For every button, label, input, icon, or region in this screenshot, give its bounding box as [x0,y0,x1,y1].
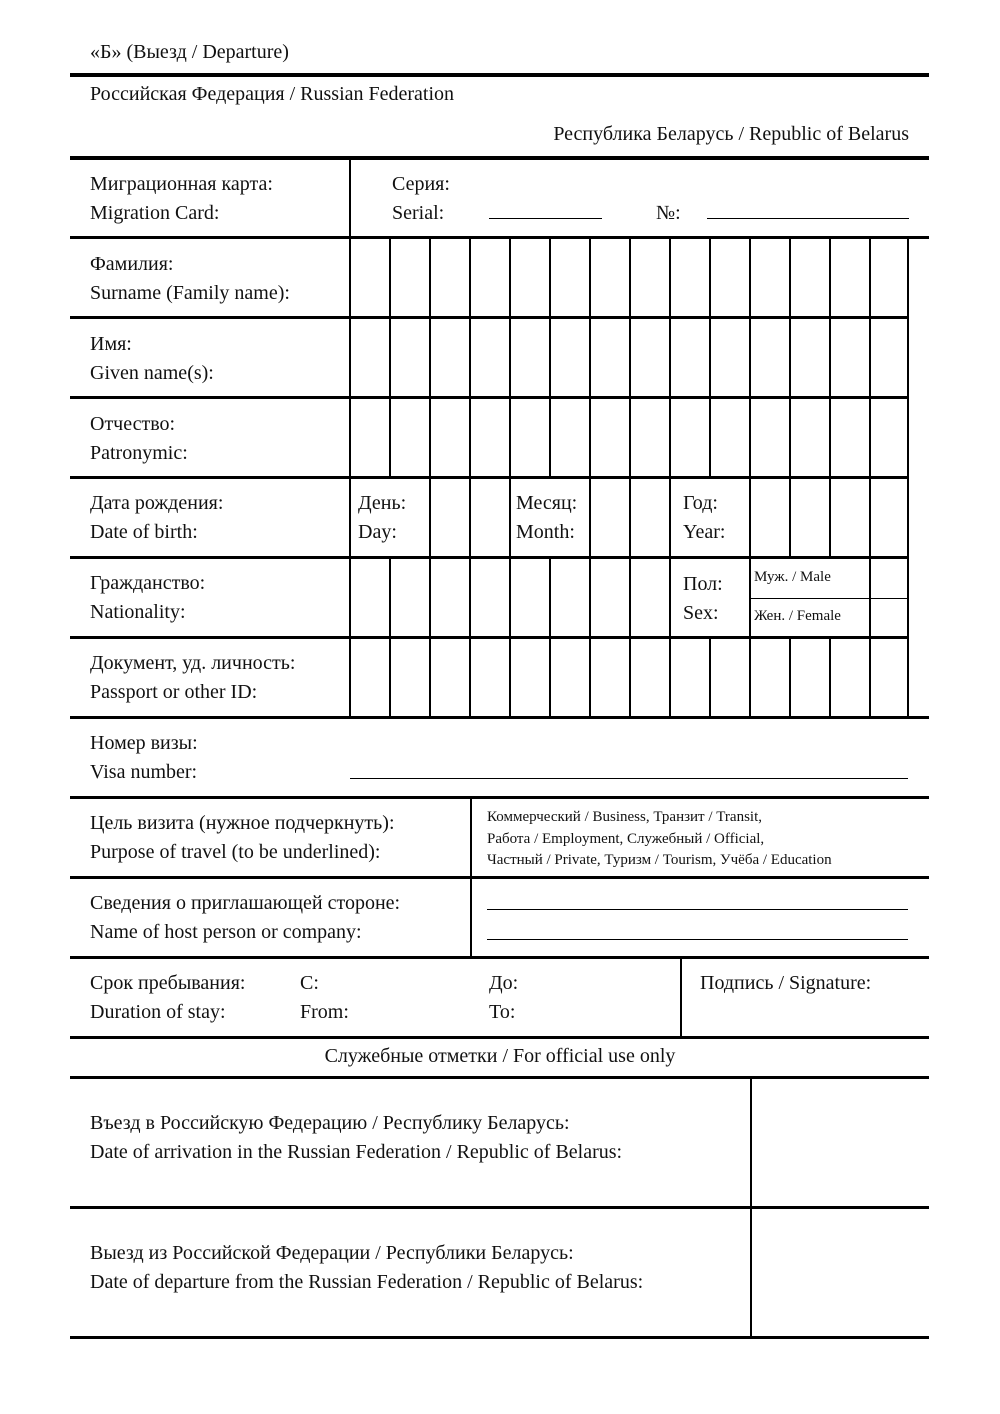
surname-char-cell[interactable] [791,239,829,316]
month-label-en: Month: [516,521,575,543]
serial-label-en: Serial: [392,202,445,224]
nationality-char-cell[interactable] [591,559,629,636]
migration-card-label-en: Migration Card: [90,202,220,224]
passport-char-cell[interactable] [511,639,549,716]
sex-male-checkbox[interactable] [870,558,908,598]
patronymic-char-cell[interactable] [751,399,789,476]
row-rule [70,796,929,799]
nationality-label-ru: Гражданство: [90,572,206,594]
patronymic-char-cell[interactable] [831,399,869,476]
patronymic-char-cell[interactable] [551,399,589,476]
given-name-char-cell[interactable] [791,319,829,396]
dob-month-cell[interactable] [631,479,669,556]
passport-char-cell[interactable] [591,639,629,716]
grid-line [509,478,511,558]
stay-label-en: Duration of stay: [90,1001,226,1023]
month-label-ru: Месяц: [516,492,578,514]
passport-char-cell[interactable] [711,639,749,716]
sex-female-checkbox[interactable] [870,599,908,637]
nationality-char-cell[interactable] [431,559,469,636]
patronymic-char-cell[interactable] [391,399,429,476]
purpose-option-line[interactable]: Коммерческий / Business, Транзит / Transit, [487,809,762,825]
patronymic-char-cell[interactable] [591,399,629,476]
given-name-char-cell[interactable] [391,319,429,396]
given-names-label-ru: Имя: [90,333,132,355]
row-rule [70,956,929,959]
given-name-char-cell[interactable] [631,319,669,396]
sex-male-label: Муж. / Male [754,569,831,585]
stay-label-ru: Срок пребывания: [90,972,246,994]
patronymic-char-cell[interactable] [511,399,549,476]
patronymic-label-en: Patronymic: [90,442,188,464]
passport-char-cell[interactable] [791,639,829,716]
nationality-char-cell[interactable] [511,559,549,636]
grid-line [749,558,751,638]
grid-line [907,558,909,638]
nationality-char-cell[interactable] [391,559,429,636]
passport-char-cell[interactable] [431,639,469,716]
given-name-char-cell[interactable] [471,319,509,396]
patronymic-char-cell[interactable] [471,399,509,476]
stay-to-ru: До: [489,972,519,994]
grid-line [669,478,671,558]
departure-label-en: Date of departure from the Russian Federation / Republic of Belarus: [90,1271,644,1293]
departure-stamp-area[interactable] [752,1208,928,1336]
visa-number-input[interactable] [350,778,908,779]
surname-label-en: Surname (Family name): [90,282,290,304]
year-label-ru: Год: [683,492,718,514]
dob-day-cell[interactable] [471,479,509,556]
host-input-line-1[interactable] [487,909,908,910]
dob-year-cell[interactable] [831,479,869,556]
surname-char-cell[interactable] [871,239,907,316]
dob-label-en: Date of birth: [90,521,198,543]
patronymic-char-cell[interactable] [711,399,749,476]
signature-area[interactable] [682,998,928,1036]
passport-char-cell[interactable] [751,639,789,716]
passport-char-cell[interactable] [551,639,589,716]
passport-char-cell[interactable] [671,639,709,716]
surname-char-cell[interactable] [831,239,869,316]
stay-from-en: From: [300,1001,349,1023]
grid-line [907,238,909,318]
stay-from-ru: С: [300,972,319,994]
visa-label-en: Visa number: [90,761,198,783]
surname-label-ru: Фамилия: [90,253,174,275]
passport-char-cell[interactable] [351,639,389,716]
patronymic-char-cell[interactable] [671,399,709,476]
copy-label: «Б» (Выезд / Departure) [90,41,289,63]
dob-month-cell[interactable] [591,479,629,556]
dob-label-ru: Дата рождения: [90,492,224,514]
purpose-label-en: Purpose of travel (to be underlined): [90,841,381,863]
given-names-label-en: Given name(s): [90,362,214,384]
given-name-char-cell[interactable] [871,319,907,396]
patronymic-char-cell[interactable] [871,399,907,476]
given-name-char-cell[interactable] [431,319,469,396]
given-name-char-cell[interactable] [711,319,749,396]
surname-char-cell[interactable] [511,239,549,316]
dob-year-cell[interactable] [871,479,907,556]
passport-char-cell[interactable] [871,639,907,716]
nationality-char-cell[interactable] [471,559,509,636]
patronymic-char-cell[interactable] [431,399,469,476]
grid-line [349,478,351,558]
given-name-char-cell[interactable] [511,319,549,396]
row-rule [70,1336,929,1339]
surname-char-cell[interactable] [671,239,709,316]
given-name-char-cell[interactable] [831,319,869,396]
surname-char-cell[interactable] [391,239,429,316]
surname-char-cell[interactable] [351,239,389,316]
serial-input[interactable] [489,218,602,219]
dob-year-cell[interactable] [751,479,789,556]
grid-line [907,478,909,558]
purpose-option-line[interactable]: Работа / Employment, Служебный / Official, [487,831,765,847]
host-label-en: Name of host person or company: [90,921,362,943]
arrival-label-en: Date of arrivation in the Russian Federation / Republic of Belarus: [90,1141,623,1163]
given-name-char-cell[interactable] [551,319,589,396]
patronymic-char-cell[interactable] [631,399,669,476]
dob-day-cell[interactable] [431,479,469,556]
passport-char-cell[interactable] [831,639,869,716]
passport-char-cell[interactable] [391,639,429,716]
signature-label: Подпись / Signature: [700,972,872,994]
host-input-line-2[interactable] [487,939,908,940]
number-label: №: [656,202,681,224]
patronymic-char-cell[interactable] [351,399,389,476]
nationality-char-cell[interactable] [631,559,669,636]
departure-label-ru: Выезд из Российской Федерации / Республики Беларусь: [90,1242,574,1264]
stay-to-en: To: [489,1001,516,1023]
nationality-label-en: Nationality: [90,601,186,623]
header-bottom-rule [70,156,929,160]
grid-line [907,318,909,398]
country-russia: Российская Федерация / Russian Federation [90,83,455,105]
given-name-char-cell[interactable] [751,319,789,396]
official-use-title: Служебные отметки / For official use only [324,1045,676,1067]
passport-char-cell[interactable] [471,639,509,716]
number-input[interactable] [707,218,909,219]
given-name-char-cell[interactable] [671,319,709,396]
dob-year-cell[interactable] [791,479,829,556]
day-label-en: Day: [358,521,397,543]
given-name-char-cell[interactable] [591,319,629,396]
purpose-label-ru: Цель визита (нужное подчеркнуть): [90,812,395,834]
passport-label-ru: Документ, уд. личность: [90,652,296,674]
day-label-ru: День: [358,492,407,514]
surname-char-cell[interactable] [711,239,749,316]
surname-char-cell[interactable] [431,239,469,316]
year-label-en: Year: [683,521,726,543]
host-label-ru: Сведения о приглашающей стороне: [90,892,401,914]
grid-line [907,398,909,478]
grid-line [869,558,871,638]
header-rule [70,73,929,77]
serial-label-ru: Серия: [392,173,450,195]
surname-char-cell[interactable] [591,239,629,316]
purpose-option-line[interactable]: Частный / Private, Туризм / Tourism, Учёба / Education [487,852,832,868]
given-name-char-cell[interactable] [351,319,389,396]
nationality-char-cell[interactable] [351,559,389,636]
country-belarus: Республика Беларусь / Republic of Belarus [553,123,909,145]
row-rule [70,1036,929,1039]
surname-char-cell[interactable] [631,239,669,316]
migration-card-label-ru: Миграционная карта: [90,173,273,195]
arrival-stamp-area[interactable] [752,1078,928,1206]
surname-char-cell[interactable] [471,239,509,316]
sex-label-en: Sex: [683,602,719,624]
passport-label-en: Passport or other ID: [90,681,258,703]
nationality-char-cell[interactable] [551,559,589,636]
row-rule [70,716,929,719]
surname-char-cell[interactable] [751,239,789,316]
row-rule [70,876,929,879]
patronymic-label-ru: Отчество: [90,413,176,435]
visa-label-ru: Номер визы: [90,732,198,754]
arrival-label-ru: Въезд в Российскую Федерацию / Республику Беларусь: [90,1112,570,1134]
sex-label-ru: Пол: [683,573,723,595]
passport-char-cell[interactable] [631,639,669,716]
grid-line [669,558,671,638]
surname-char-cell[interactable] [551,239,589,316]
sex-female-label: Жен. / Female [754,608,841,624]
patronymic-char-cell[interactable] [791,399,829,476]
divider [349,158,351,238]
grid-line [907,638,909,718]
